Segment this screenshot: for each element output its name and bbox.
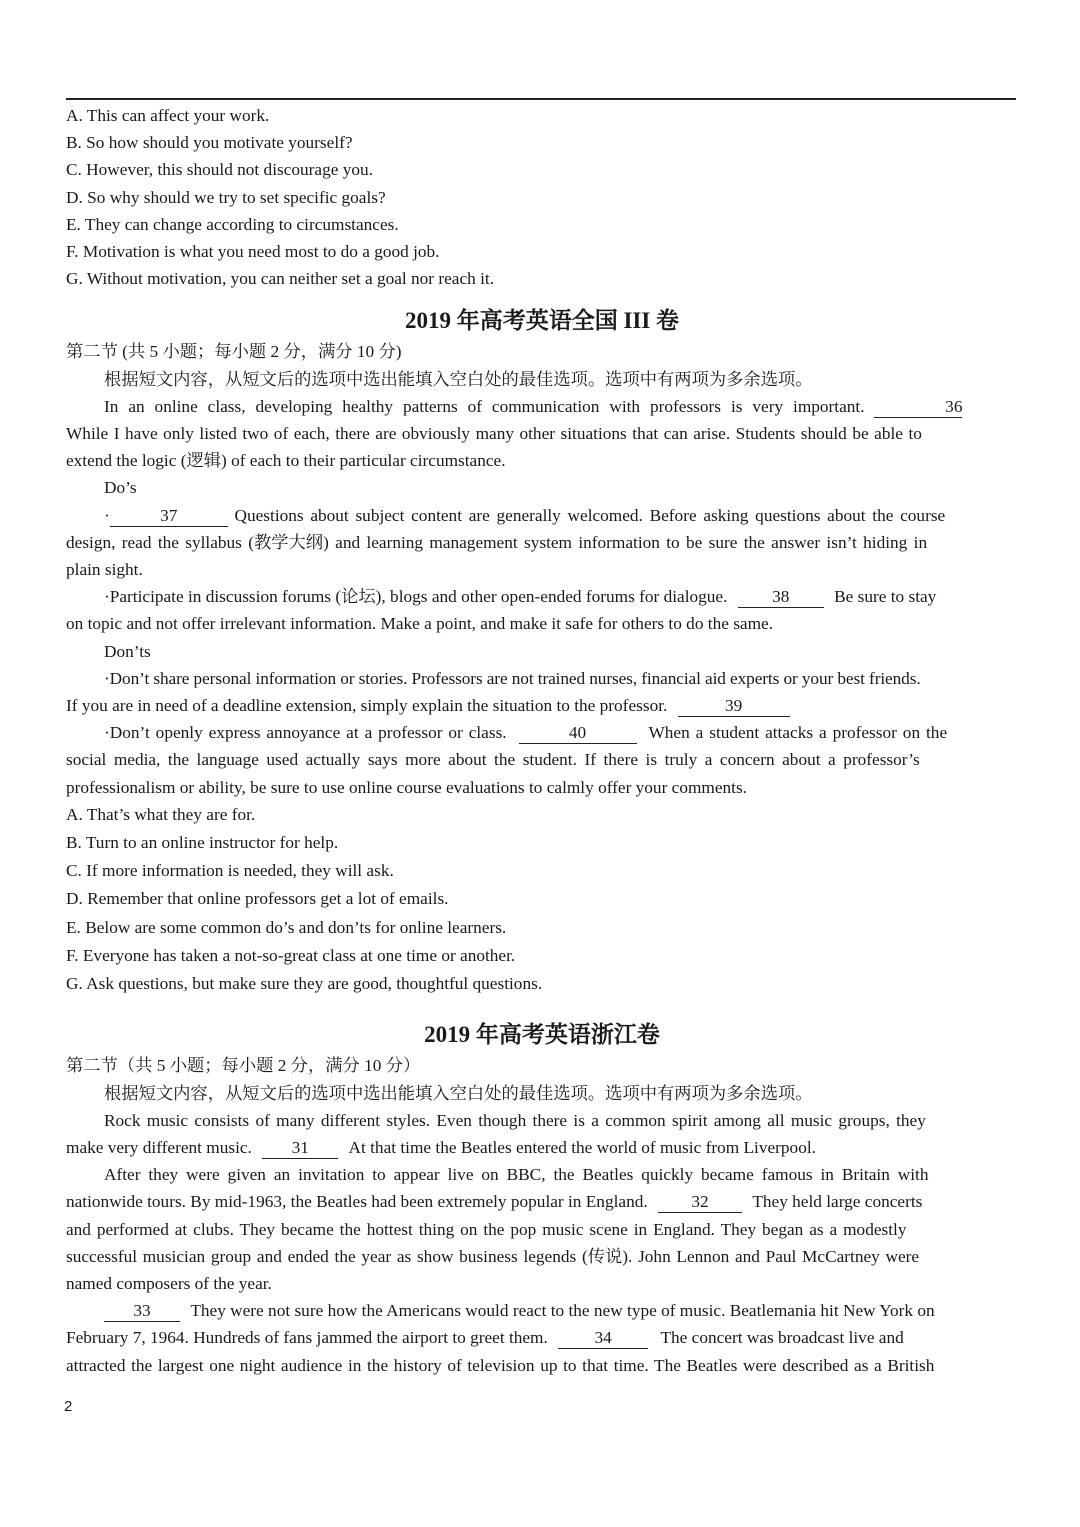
section1-p4-line2 <box>66 692 1018 719</box>
section1-p4-text: If you are in need of a deadline extension, simply explain the situation to the professor. <box>66 696 668 716</box>
blank-33[interactable]: 33 <box>104 1301 180 1322</box>
section2-p1-line2 <box>66 1134 1018 1161</box>
section2-p3-line2 <box>66 1324 1018 1351</box>
section1-p2-text: Questions about subject content are generally welcomed. Before asking questions about the course <box>234 505 946 525</box>
blank-38[interactable]: 38 <box>738 587 824 608</box>
donts-heading: Don’ts <box>104 641 151 661</box>
section2-p3-text: They were not sure how the Americans would react to the new type of music. Beatlemania hit New York on <box>190 1301 935 1321</box>
section1-option-b: B. Turn to an online instructor for help. <box>66 833 339 853</box>
section1-option-a: A. That’s what they are for. <box>66 804 256 824</box>
section2-paragraph3 <box>66 1297 1018 1324</box>
section1-option-g: G. Ask questions, but make sure they are good, thoughtful questions. <box>66 974 543 994</box>
section1-p1-line2: While I have only listed two of each, there are obviously many other situations that can arise. Students should be able to <box>66 424 922 444</box>
section1-p5-text: ·Don’t openly express annoyance at a professor or class. <box>104 723 507 743</box>
section2-header: 第二节（共 5 小题；每小题 2 分，满分 10 分） <box>66 1056 421 1076</box>
section2-instruction: 根据短文内容，从短文后的选项中选出能填入空白处的最佳选项。选项中有两项为多余选项。 <box>104 1083 813 1103</box>
section2-paragraph1: Rock music consists of many different styles. Even though there is a common spirit among all music groups, they <box>104 1110 926 1130</box>
section1-p1-text: In an online class, developing healthy patterns of communication with professors is very important. <box>104 396 865 416</box>
section1-option-c: C. If more information is needed, they will ask. <box>66 861 394 881</box>
section1-title: 2019 年高考英语全国 III 卷 <box>404 308 680 334</box>
section2-p3-line3: attracted the largest one night audience in the history of television up to that time. The Beatles were described as a British <box>66 1355 935 1375</box>
section2-p2-line5: named composers of the year. <box>66 1273 272 1293</box>
option-g: G. Without motivation, you can neither set a goal nor reach it. <box>66 269 495 289</box>
blank-40[interactable]: 40 <box>519 723 637 744</box>
section2-paragraph2: After they were given an invitation to appear live on BBC, the Beatles quickly became famous in Britain with <box>104 1165 929 1185</box>
option-f: F. Motivation is what you need most to do a good job. <box>66 242 440 262</box>
option-a: A. This can affect your work. <box>66 106 270 125</box>
section2-p3-text2: February 7, 1964. Hundreds of fans jammed the airport to greet them. <box>66 1328 548 1348</box>
page-number: 2 <box>64 1398 73 1415</box>
blank-39[interactable]: 39 <box>678 696 790 717</box>
blank-34[interactable]: 34 <box>558 1328 648 1349</box>
section2-p2-tail: They held large concerts <box>752 1192 923 1212</box>
section2-p2-line2 <box>66 1188 1018 1215</box>
header-rule <box>66 98 1016 100</box>
document-body <box>66 102 1018 1379</box>
blank-36[interactable]: 36 <box>874 397 962 418</box>
section1-p3-text: ·Participate in discussion forums (论坛), blogs and other open-ended forums for dialogue. <box>104 587 728 607</box>
section1-paragraph1 <box>66 393 1018 420</box>
section1-p3-tail: Be sure to stay <box>834 587 937 607</box>
section2-p1-tail: At that time the Beatles entered the world of music from Liverpool. <box>348 1137 816 1157</box>
section1-header: 第二节 (共 5 小题；每小题 2 分，满分 10 分) <box>66 342 402 362</box>
top-options-list <box>66 102 1018 292</box>
section1-instruction: 根据短文内容，从短文后的选项中选出能填入空白处的最佳选项。选项中有两项为多余选项。 <box>104 369 813 389</box>
section2-p3-tail: The concert was broadcast live and <box>660 1328 904 1348</box>
blank-31[interactable]: 31 <box>262 1138 338 1159</box>
option-e: E. They can change according to circumstances. <box>66 214 399 234</box>
section1-paragraph2 <box>66 502 1018 529</box>
section1-p5-line3: professionalism or ability, be sure to use online course evaluations to calmly offer your comments. <box>66 777 748 797</box>
section1-p1-line3: extend the logic (逻辑) of each to their particular circumstance. <box>66 451 506 471</box>
section1-paragraph4: ·Don’t share personal information or stories. Professors are not trained nurses, financial aid experts or your best friends. <box>104 668 921 688</box>
section2-p2-text: nationwide tours. By mid-1963, the Beatles had been extremely popular in England. <box>66 1192 648 1212</box>
section1-option-f: F. Everyone has taken a not-so-great class at one time or another. <box>66 945 516 965</box>
blank-32[interactable]: 32 <box>658 1192 742 1213</box>
section1-paragraph3 <box>66 583 1018 610</box>
section1-options-list <box>66 801 1018 998</box>
section1-p2-line3: plain sight. <box>66 560 143 580</box>
section1-option-e: E. Below are some common do’s and don’ts for online learners. <box>66 917 507 937</box>
section1-p5-tail: When a student attacks a professor on the <box>648 723 948 743</box>
section1-p3-line2: on topic and not offer irrelevant information. Make a point, and make it safe for others to do the same. <box>66 614 774 634</box>
option-c: C. However, this should not discourage you. <box>66 160 373 180</box>
section1-option-d: D. Remember that online professors get a lot of emails. <box>66 889 449 909</box>
blank-37[interactable]: 37 <box>110 506 228 527</box>
section1-p5-line2: social media, the language used actually says more about the student. If there is truly a concern about a professor’s <box>66 750 920 770</box>
section2-p2-line4: successful musician group and ended the year as show business legends (传说). John Lennon and Paul McCartney were <box>66 1246 920 1266</box>
section2-p2-line3: and performed at clubs. They became the hottest thing on the pop music scene in England. They began as a modestly <box>66 1219 907 1239</box>
section2-p1-text: make very different music. <box>66 1137 252 1157</box>
bullet: · <box>104 505 110 525</box>
option-b: B. So how should you motivate yourself? <box>66 133 353 153</box>
section1-p2-line2: design, read the syllabus (教学大纲) and learning management system information to be sure the answer isn’t hiding in <box>66 532 928 552</box>
section2-title: 2019 年高考英语浙江卷 <box>424 1022 660 1048</box>
section1-paragraph5 <box>66 719 1018 746</box>
dos-heading: Do’s <box>104 478 137 498</box>
option-d: D. So why should we try to set specific goals? <box>66 187 386 207</box>
